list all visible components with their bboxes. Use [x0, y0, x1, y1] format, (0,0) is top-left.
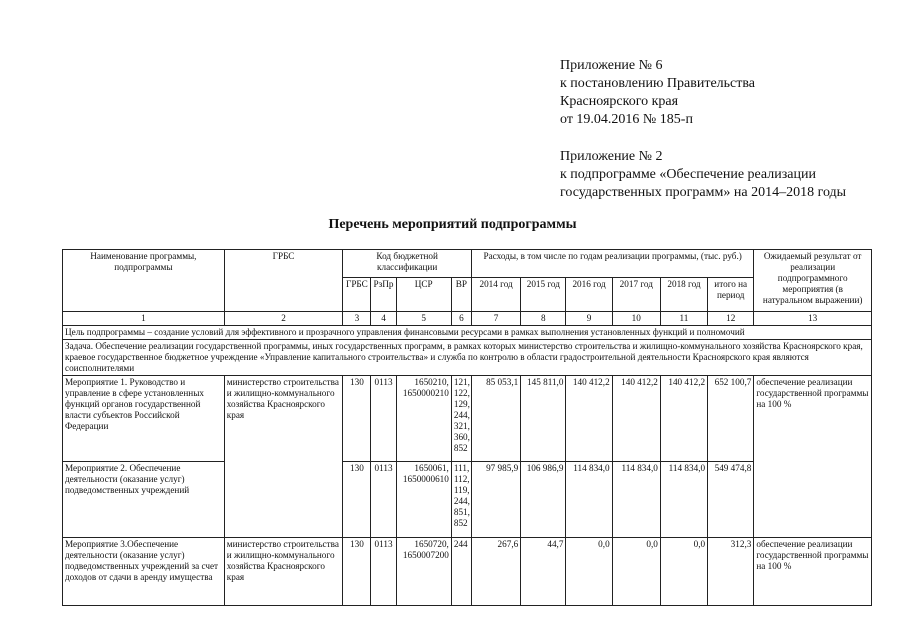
- activity-result: обеспечение реализации государственной программы на 100 %: [754, 376, 872, 538]
- subheader-2018: 2018 год: [660, 278, 707, 312]
- table-row: [63, 376, 872, 462]
- activity-2017: 0,0: [612, 538, 660, 606]
- activity-name: Мероприятие 1. Руководство и управление в сфере установленных функций органов государственной власти субъектов Российской Федерации: [63, 376, 225, 462]
- activity-2018: 0,0: [660, 538, 707, 606]
- subheader-grbs-code: ГРБС: [343, 278, 371, 312]
- column-number: 1: [63, 312, 225, 326]
- column-number: 2: [224, 312, 343, 326]
- subheader-vr: ВР: [451, 278, 471, 312]
- appendix-2-number: Приложение № 2: [560, 149, 663, 164]
- activity-name: Мероприятие 3.Обеспечение деятельности (оказание услуг) подведомственных учреждений за счет доходов от сдачи в аренду имущества: [63, 538, 225, 606]
- activity-csr: 1650061, 1650000610: [396, 462, 451, 538]
- goal-row: [63, 326, 872, 340]
- subheader-rzpr: РзПр: [371, 278, 396, 312]
- activity-2014: 85 053,1: [471, 376, 520, 462]
- column-number: 8: [521, 312, 566, 326]
- activity-2015: 44,7: [521, 538, 566, 606]
- activity-2015: 106 986,9: [521, 462, 566, 538]
- activity-rzpr: 0113: [371, 538, 396, 606]
- column-number: 7: [471, 312, 520, 326]
- appendix-6-resolution: к постановлению Правительства: [560, 76, 756, 91]
- activity-vr: 121, 122, 129, 244, 321, 360, 852: [451, 376, 471, 462]
- appendix-2-header: [560, 148, 846, 202]
- appendix-6-number: Приложение № 6: [560, 58, 663, 73]
- column-numbers-row: [63, 312, 872, 326]
- activity-2018: 140 412,2: [660, 376, 707, 462]
- appendix-2-subprogram: к подпрограмме «Обеспечение реализации: [560, 167, 816, 182]
- activity-name: Мероприятие 2. Обеспечение деятельности (оказание услуг) подведомственных учреждений: [63, 462, 225, 538]
- activity-vr: 111, 112, 119, 244, 851, 852: [451, 462, 471, 538]
- subheader-2017: 2017 год: [612, 278, 660, 312]
- table-row: [63, 538, 872, 606]
- activity-2016: 114 834,0: [566, 462, 612, 538]
- activity-2017: 140 412,2: [612, 376, 660, 462]
- activity-grbs-code: 130: [343, 538, 371, 606]
- subheader-2015: 2015 год: [521, 278, 566, 312]
- subprogram-goal: Цель подпрограммы – создание условий для эффективного и прозрачного управления финансовыми ресурсами в рамках выполнения установленных функций и полномочий: [63, 326, 872, 340]
- column-number: 3: [343, 312, 371, 326]
- activity-grbs-code: 130: [343, 376, 371, 462]
- column-number: 13: [754, 312, 872, 326]
- activity-total: 652 100,7: [708, 376, 754, 462]
- column-number: 5: [396, 312, 451, 326]
- activity-2016: 0,0: [566, 538, 612, 606]
- activity-rzpr: 0113: [371, 462, 396, 538]
- header-expected-result: Ожидаемый результат от реализации подпрограммного мероприятия (в натуральном выражении): [754, 250, 872, 312]
- table-header-row: [63, 250, 872, 278]
- activity-2014: 267,6: [471, 538, 520, 606]
- column-number: 10: [612, 312, 660, 326]
- activity-total: 312,3: [708, 538, 754, 606]
- activity-grbs: министерство строительства и жилищно-коммунального хозяйства Красноярского края: [224, 376, 343, 538]
- activity-rzpr: 0113: [371, 376, 396, 462]
- column-number: 4: [371, 312, 396, 326]
- activities-table: [62, 249, 872, 606]
- header-name: Наименование программы, подпрограммы: [63, 250, 225, 312]
- task-row: [63, 340, 872, 376]
- activity-total: 549 474,8: [708, 462, 754, 538]
- document-title: Перечень мероприятий подпрограммы: [328, 217, 577, 232]
- activity-2016: 140 412,2: [566, 376, 612, 462]
- activity-csr: 1650720, 1650007200: [396, 538, 451, 606]
- header-grbs: ГРБС: [224, 250, 343, 312]
- activity-csr: 1650210, 1650000210: [396, 376, 451, 462]
- activity-result: обеспечение реализации государственной программы на 100 %: [754, 538, 872, 606]
- appendix-2-years: государственных программ» на 2014–2018 годы: [560, 185, 847, 200]
- column-number: 6: [451, 312, 471, 326]
- activity-2015: 145 811,0: [521, 376, 566, 462]
- activity-grbs: министерство строительства и жилищно-коммунального хозяйства Красноярского края: [224, 538, 343, 606]
- activity-vr: 244: [451, 538, 471, 606]
- activity-2018: 114 834,0: [660, 462, 707, 538]
- appendix-6-date: от 19.04.2016 № 185-п: [560, 112, 693, 127]
- subheader-total: итого на период: [708, 278, 754, 312]
- appendix-6-header: [560, 57, 755, 129]
- subprogram-task: Задача. Обеспечение реализации государственной программы, иных государственных программ, в рамках которых министерство строительства и жилищно-коммунального хозяйства Красноярского края, краевое государственное бюджетное учреждение «Управление капитального строительства» и служба по контролю в области градостроительной деятельности Красноярского края являются соисполнителями: [63, 340, 872, 376]
- subheader-csr: ЦСР: [396, 278, 451, 312]
- column-number: 11: [660, 312, 707, 326]
- column-number: 9: [566, 312, 612, 326]
- header-expenses: Расходы, в том числе по годам реализации программы, (тыс. руб.): [471, 250, 753, 278]
- appendix-6-region: Красноярского края: [560, 94, 679, 109]
- table-row: [63, 462, 872, 538]
- column-number: 12: [708, 312, 754, 326]
- subheader-2016: 2016 год: [566, 278, 612, 312]
- activity-2014: 97 985,9: [471, 462, 520, 538]
- subheader-2014: 2014 год: [471, 278, 520, 312]
- header-budget-code: Код бюджетной классификации: [343, 250, 472, 278]
- activity-grbs-code: 130: [343, 462, 371, 538]
- activity-2017: 114 834,0: [612, 462, 660, 538]
